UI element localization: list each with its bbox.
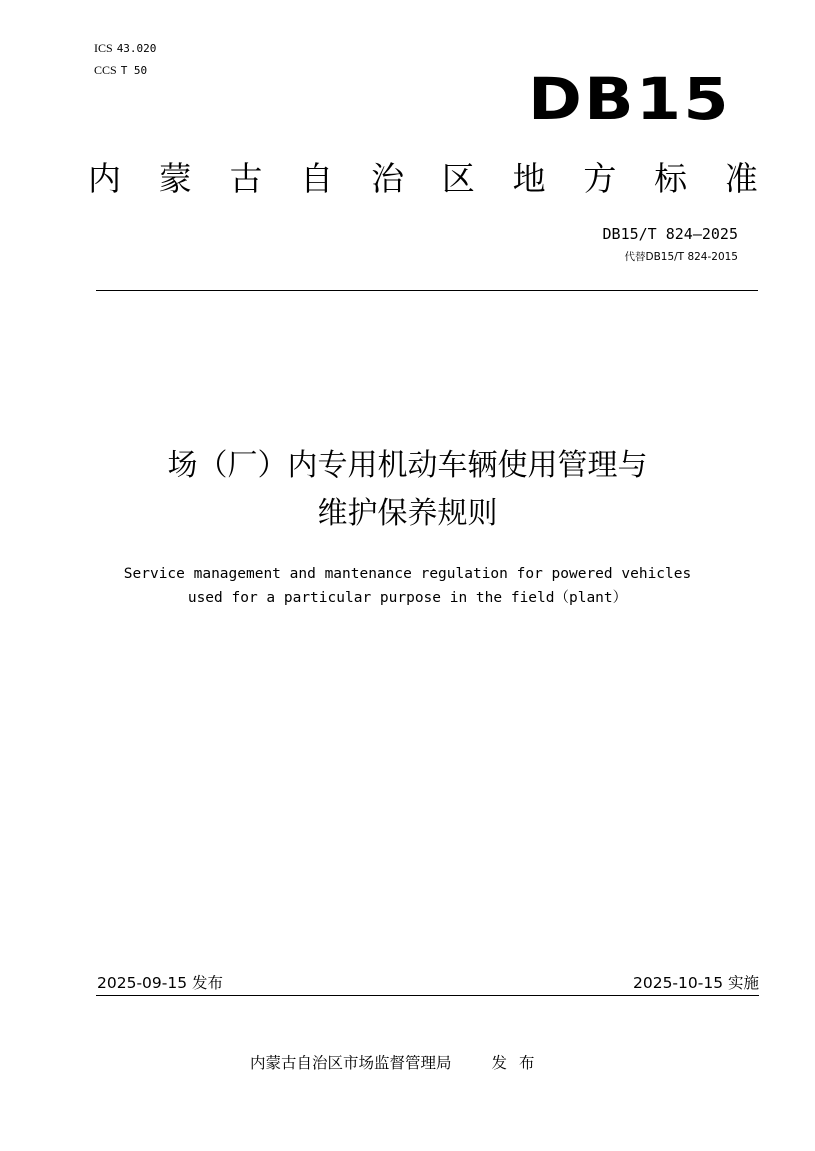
effective-date: 2025-10-15 实施 bbox=[632, 974, 759, 992]
issuer-action: 发布 bbox=[491, 1054, 547, 1072]
banner-char: 标 bbox=[654, 159, 688, 198]
ccs-line bbox=[94, 62, 147, 79]
banner-char: 自 bbox=[300, 159, 334, 198]
banner-char: 蒙 bbox=[158, 159, 192, 198]
standard-number: DB15/T 824—2025 bbox=[602, 225, 738, 243]
banner-char: 区 bbox=[441, 159, 475, 198]
issuer-name: 内蒙古自治区市场监督管理局 bbox=[250, 1054, 452, 1072]
ccs-code: T 50 bbox=[120, 64, 148, 77]
banner-char: 方 bbox=[583, 159, 617, 198]
title-line-1: 场（厂）内专用机动车辆使用管理与 bbox=[167, 448, 648, 483]
banner-char: 准 bbox=[724, 159, 758, 198]
banner-char: 古 bbox=[229, 159, 263, 198]
ics-code: 43.020 bbox=[116, 42, 157, 55]
ccs-label: CCS bbox=[94, 63, 117, 77]
standard-type-banner bbox=[88, 156, 758, 202]
ics-line bbox=[94, 40, 156, 57]
header-divider bbox=[96, 290, 758, 291]
title-line-2: 维护保养规则 bbox=[317, 496, 498, 531]
subtitle-line-2: used for a particular purpose in the field（plant） bbox=[187, 590, 628, 606]
banner-char: 地 bbox=[512, 159, 546, 198]
replaces-standard: 代替DB15/T 824-2015 bbox=[624, 251, 738, 263]
english-subtitle bbox=[60, 562, 755, 610]
ics-label: ICS bbox=[94, 41, 113, 55]
publish-date: 2025-09-15 发布 bbox=[97, 974, 224, 992]
document-title bbox=[60, 442, 755, 538]
banner-char: 内 bbox=[88, 159, 121, 198]
subtitle-line-1: Service management and mantenance regulation for powered vehicles bbox=[123, 566, 692, 582]
banner-char: 治 bbox=[371, 159, 405, 198]
footer-divider bbox=[96, 995, 759, 996]
issuing-authority bbox=[250, 1052, 547, 1074]
db15-logo: DB15 bbox=[528, 65, 731, 133]
